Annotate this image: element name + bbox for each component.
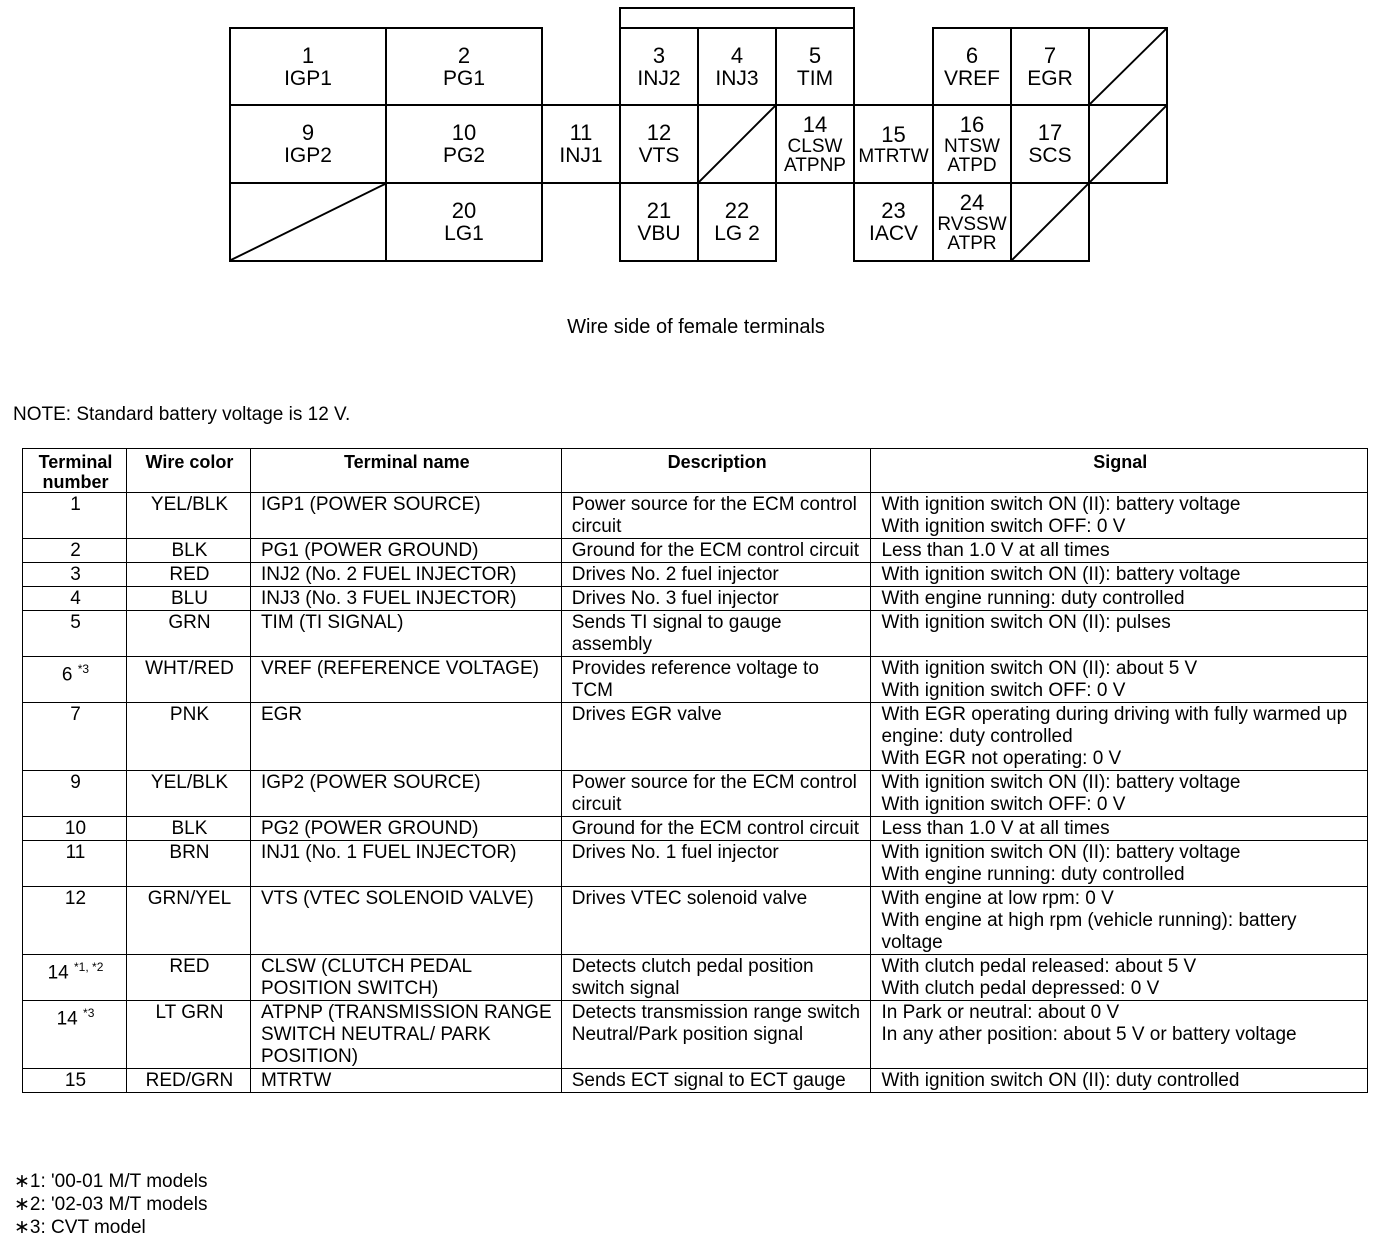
table-row bbox=[23, 955, 1368, 1001]
terminal-label: EGR bbox=[1027, 66, 1073, 90]
terminal-name-cell-text: INJ2 (No. 2 FUEL INJECTOR) bbox=[260, 564, 517, 585]
terminal-16 bbox=[932, 104, 1012, 184]
terminal-label: INJ1 bbox=[559, 144, 603, 167]
description-cell bbox=[561, 539, 871, 563]
terminal-number-cell bbox=[23, 493, 127, 539]
terminal-label: SCS bbox=[1028, 144, 1072, 167]
terminal-number-cell-text: 5 bbox=[70, 612, 81, 633]
terminal-10 bbox=[385, 104, 543, 184]
table-row bbox=[23, 493, 1368, 539]
terminal-number-cell-text: 2 bbox=[70, 540, 81, 561]
terminal-5 bbox=[775, 27, 855, 106]
terminal-23 bbox=[853, 182, 934, 262]
signal-cell bbox=[871, 539, 1368, 563]
description-cell-text: Provides reference voltage to TCM bbox=[571, 658, 819, 701]
signal-cell-text: With engine running: duty controlled bbox=[881, 588, 1185, 609]
terminal-label: LG1 bbox=[444, 222, 484, 245]
terminal-number: 2 bbox=[457, 42, 471, 68]
terminal-number-cell bbox=[23, 587, 127, 611]
terminal-6 bbox=[932, 27, 1012, 106]
terminal-number-cell-text: 3 bbox=[70, 564, 81, 585]
description-cell-text: Sends ECT signal to ECT gauge bbox=[571, 1070, 846, 1091]
terminal-number-cell bbox=[23, 1001, 127, 1069]
signal-cell bbox=[871, 955, 1368, 1001]
footnote: ∗3: CVT model bbox=[14, 1217, 146, 1238]
terminal-21 bbox=[619, 182, 699, 262]
wire-color-cell-text: PNK bbox=[169, 704, 209, 725]
terminal-12 bbox=[619, 104, 699, 184]
terminal-name-cell-text: PG2 (POWER GROUND) bbox=[260, 818, 479, 839]
footnote: ∗1: '00-01 M/T models bbox=[14, 1171, 208, 1192]
terminal-number: 6 bbox=[965, 42, 979, 68]
empty-cavity bbox=[229, 182, 387, 262]
terminal-number: 5 bbox=[808, 42, 822, 68]
description-cell-text: Drives No. 3 fuel injector bbox=[571, 588, 779, 609]
signal-cell-text: With EGR operating during driving with fully warmed up engine: duty controlled With EGR not operating: 0 V bbox=[881, 704, 1348, 769]
footnotes bbox=[14, 1170, 207, 1239]
wire-color-cell-text: BLU bbox=[170, 588, 208, 609]
description-cell-text: Drives VTEC solenoid valve bbox=[571, 888, 808, 909]
terminal-number: 14 bbox=[802, 112, 828, 137]
terminal-number-cell-text: 10 bbox=[64, 818, 87, 839]
terminal-name-cell bbox=[250, 563, 561, 587]
terminal-number-cell-text: 12 bbox=[64, 888, 87, 909]
terminal-number: 11 bbox=[569, 120, 593, 145]
wire-color-cell-text: RED bbox=[169, 564, 210, 585]
signal-cell-text: With ignition switch ON (II): duty controlled bbox=[881, 1070, 1240, 1091]
terminal-label: RVSSW ATPR bbox=[937, 214, 1007, 254]
description-cell bbox=[561, 493, 871, 539]
terminal-number-cell bbox=[23, 611, 127, 657]
terminal-number: 16 bbox=[959, 112, 985, 137]
signal-cell-text: In Park or neutral: about 0 V In any ather position: about 5 V or battery voltage bbox=[881, 1002, 1297, 1045]
empty-cavity bbox=[1088, 104, 1168, 184]
terminal-20 bbox=[385, 182, 543, 262]
terminal-number-cell bbox=[23, 955, 127, 1001]
terminal-24 bbox=[932, 182, 1012, 262]
table-row bbox=[23, 817, 1368, 841]
description-cell bbox=[561, 703, 871, 771]
table-row bbox=[23, 703, 1368, 771]
terminal-number-cell-text: 15 bbox=[64, 1070, 87, 1091]
terminal-name-cell-text: VTS (VTEC SOLENOID VALVE) bbox=[260, 888, 534, 909]
battery-voltage-note: NOTE: Standard battery voltage is 12 V. bbox=[13, 404, 351, 425]
terminal-number: 12 bbox=[646, 120, 672, 145]
description-cell bbox=[561, 771, 871, 817]
terminal-name-cell-text: INJ3 (No. 3 FUEL INJECTOR) bbox=[260, 588, 517, 609]
signal-cell-text: With ignition switch ON (II): battery voltage With engine running: duty controlled bbox=[881, 842, 1241, 885]
terminal-number: 1 bbox=[301, 42, 315, 68]
wire-color-cell-text: RED/GRN bbox=[145, 1070, 234, 1091]
terminal-11 bbox=[541, 104, 621, 184]
wire-color-cell bbox=[126, 587, 250, 611]
signal-cell bbox=[871, 887, 1368, 955]
empty-cavity bbox=[697, 104, 777, 184]
signal-cell-text: With ignition switch ON (II): battery voltage With ignition switch OFF: 0 V bbox=[881, 772, 1241, 815]
wire-color-cell-text: BLK bbox=[171, 540, 208, 561]
wire-color-cell bbox=[126, 611, 250, 657]
terminal-name-cell-text: PG1 (POWER GROUND) bbox=[260, 540, 479, 561]
description-cell bbox=[561, 955, 871, 1001]
footnote-marker: *3 bbox=[83, 1006, 95, 1020]
terminal-label: MTRTW bbox=[858, 145, 929, 167]
terminal-3 bbox=[619, 27, 699, 106]
terminal-number-cell-text: 14 bbox=[47, 962, 69, 984]
table-row bbox=[23, 611, 1368, 657]
terminal-name-cell-text: EGR bbox=[260, 704, 303, 725]
signal-cell bbox=[871, 817, 1368, 841]
signal-cell bbox=[871, 657, 1368, 703]
terminal-name-cell bbox=[250, 955, 561, 1001]
wire-color-cell bbox=[126, 1001, 250, 1069]
terminal-number: 10 bbox=[451, 120, 477, 145]
description-cell bbox=[561, 1001, 871, 1069]
description-cell-text: Detects clutch pedal position switch signal bbox=[571, 956, 814, 999]
terminal-number-cell-text: 14 bbox=[56, 1008, 78, 1030]
terminal-number: 4 bbox=[730, 42, 744, 68]
signal-cell-text: With ignition switch ON (II): pulses bbox=[881, 612, 1171, 633]
footnote-marker: *3 bbox=[77, 662, 90, 676]
table-row bbox=[23, 539, 1368, 563]
terminal-name-cell-text: IGP2 (POWER SOURCE) bbox=[260, 772, 481, 793]
signal-cell bbox=[871, 563, 1368, 587]
table-header-row bbox=[23, 449, 1368, 493]
table-row bbox=[23, 887, 1368, 955]
signal-cell-text: With ignition switch ON (II): about 5 V With ignition switch OFF: 0 V bbox=[881, 658, 1198, 701]
wire-color-cell bbox=[126, 563, 250, 587]
terminal-name-cell bbox=[250, 1001, 561, 1069]
terminal-number-cell-text: 9 bbox=[70, 772, 81, 793]
wire-color-cell-text: BLK bbox=[171, 818, 208, 839]
signal-cell-text: Less than 1.0 V at all times bbox=[881, 818, 1110, 839]
terminal-1 bbox=[229, 27, 387, 106]
terminal-name-cell bbox=[250, 493, 561, 539]
signal-cell-text: With ignition switch ON (II): battery voltage bbox=[881, 564, 1241, 585]
table-row bbox=[23, 657, 1368, 703]
terminal-name-cell-text: IGP1 (POWER SOURCE) bbox=[260, 494, 481, 515]
signal-cell bbox=[871, 1001, 1368, 1069]
description-cell-text: Drives EGR valve bbox=[571, 704, 722, 725]
signal-cell bbox=[871, 841, 1368, 887]
table-row bbox=[23, 1001, 1368, 1069]
terminal-label: INJ2 bbox=[637, 66, 681, 90]
terminal-number-cell bbox=[23, 771, 127, 817]
wire-color-cell-text: RED bbox=[169, 956, 210, 977]
empty-cavity bbox=[1010, 182, 1090, 262]
terminal-number-cell-text: 4 bbox=[70, 588, 81, 609]
wire-color-cell-text: WHT/RED bbox=[145, 658, 234, 679]
terminal-name-cell bbox=[250, 887, 561, 955]
description-cell-text: Ground for the ECM control circuit bbox=[571, 818, 859, 839]
terminal-name-cell-text: VREF (REFERENCE VOLTAGE) bbox=[260, 658, 539, 679]
terminal-name-cell bbox=[250, 841, 561, 887]
wire-color-cell bbox=[126, 539, 250, 563]
terminal-number: 9 bbox=[301, 120, 315, 145]
table-row bbox=[23, 841, 1368, 887]
signal-cell bbox=[871, 703, 1368, 771]
wire-color-cell-text: BRN bbox=[169, 842, 210, 863]
terminal-name-cell bbox=[250, 771, 561, 817]
terminal-label: IGP2 bbox=[284, 144, 332, 167]
diagram-caption: Wire side of female terminals bbox=[567, 316, 825, 338]
terminal-label: IACV bbox=[868, 222, 918, 245]
terminal-name-cell-text: TIM (TI SIGNAL) bbox=[260, 612, 404, 633]
wire-color-cell-text: GRN bbox=[168, 612, 211, 633]
terminal-label: VBU bbox=[637, 222, 681, 245]
terminal-number: 17 bbox=[1037, 120, 1063, 145]
terminal-table bbox=[22, 448, 1368, 1093]
terminal-number: 20 bbox=[451, 198, 477, 223]
terminal-name-cell-text: CLSW (CLUTCH PEDAL POSITION SWITCH) bbox=[260, 956, 472, 999]
terminal-number-cell bbox=[23, 887, 127, 955]
terminal-label: INJ3 bbox=[715, 66, 759, 90]
description-cell-text: Drives No. 1 fuel injector bbox=[571, 842, 779, 863]
terminal-number-cell bbox=[23, 817, 127, 841]
terminal-number: 22 bbox=[724, 198, 750, 223]
terminal-number-cell bbox=[23, 657, 127, 703]
terminal-7 bbox=[1010, 27, 1090, 106]
wire-color-cell bbox=[126, 657, 250, 703]
description-cell-text: Power source for the ECM control circuit bbox=[571, 772, 857, 815]
wire-color-cell bbox=[126, 703, 250, 771]
wire-color-cell-text: YEL/BLK bbox=[150, 772, 229, 793]
table-row bbox=[23, 1069, 1368, 1093]
signal-cell bbox=[871, 493, 1368, 539]
table-row bbox=[23, 771, 1368, 817]
terminal-number: 7 bbox=[1043, 42, 1057, 68]
terminal-number-cell bbox=[23, 703, 127, 771]
terminal-name-cell bbox=[250, 587, 561, 611]
table-row bbox=[23, 587, 1368, 611]
terminal-9 bbox=[229, 104, 387, 184]
signal-cell bbox=[871, 1069, 1368, 1093]
wire-color-cell-text: LT GRN bbox=[155, 1002, 224, 1023]
wire-color-cell bbox=[126, 841, 250, 887]
signal-cell bbox=[871, 611, 1368, 657]
terminal-label: TIM bbox=[796, 66, 834, 90]
terminal-14 bbox=[775, 104, 855, 184]
header-description: Description bbox=[561, 449, 871, 493]
description-cell bbox=[561, 587, 871, 611]
terminal-4 bbox=[697, 27, 777, 106]
terminal-label: VTS bbox=[638, 144, 680, 167]
wire-color-cell bbox=[126, 493, 250, 539]
terminal-name-cell bbox=[250, 611, 561, 657]
signal-cell bbox=[871, 771, 1368, 817]
terminal-name-cell bbox=[250, 1069, 561, 1093]
signal-cell-text: With ignition switch ON (II): battery voltage With ignition switch OFF: 0 V bbox=[881, 494, 1241, 537]
terminal-2 bbox=[385, 27, 543, 106]
description-cell bbox=[561, 1069, 871, 1093]
description-cell-text: Drives No. 2 fuel injector bbox=[571, 564, 779, 585]
terminal-22 bbox=[697, 182, 777, 262]
header-signal: Signal bbox=[871, 449, 1368, 493]
connector-diagram bbox=[0, 0, 1392, 270]
terminal-label: CLSW ATPNP bbox=[784, 136, 846, 176]
footnote: ∗2: '02-03 M/T models bbox=[14, 1194, 208, 1215]
terminal-label: LG 2 bbox=[714, 222, 760, 245]
terminal-number: 3 bbox=[652, 42, 666, 68]
terminal-label: PG2 bbox=[442, 144, 486, 167]
terminal-label: VREF bbox=[943, 66, 1000, 90]
signal-cell bbox=[871, 587, 1368, 611]
signal-cell-text: With clutch pedal released: about 5 V With clutch pedal depressed: 0 V bbox=[881, 956, 1197, 999]
terminal-number-cell bbox=[23, 563, 127, 587]
description-cell bbox=[561, 841, 871, 887]
terminal-15 bbox=[853, 104, 934, 184]
terminal-number-cell bbox=[23, 841, 127, 887]
terminal-label: PG1 bbox=[442, 66, 486, 90]
terminal-number: 24 bbox=[959, 190, 985, 215]
terminal-17 bbox=[1010, 104, 1090, 184]
terminal-name-cell-text: INJ1 (No. 1 FUEL INJECTOR) bbox=[260, 842, 517, 863]
header-terminal-name: Terminal name bbox=[250, 449, 561, 493]
description-cell bbox=[561, 611, 871, 657]
description-cell bbox=[561, 817, 871, 841]
wire-color-cell-text: GRN/YEL bbox=[147, 888, 232, 909]
description-cell-text: Sends TI signal to gauge assembly bbox=[571, 612, 782, 655]
wire-color-cell bbox=[126, 771, 250, 817]
description-cell-text: Detects transmission range switch Neutral/Park position signal bbox=[571, 1002, 861, 1045]
empty-cavity bbox=[1088, 27, 1168, 106]
table-row bbox=[23, 563, 1368, 587]
wire-color-cell bbox=[126, 1069, 250, 1093]
wire-color-cell bbox=[126, 955, 250, 1001]
header-terminal-number: Terminal number bbox=[23, 449, 127, 493]
signal-cell-text: With engine at low rpm: 0 V With engine at high rpm (vehicle running): battery voltage bbox=[881, 888, 1297, 953]
header-wire-color: Wire color bbox=[126, 449, 250, 493]
signal-cell-text: Less than 1.0 V at all times bbox=[881, 540, 1110, 561]
terminal-name-cell bbox=[250, 539, 561, 563]
terminal-number-cell bbox=[23, 539, 127, 563]
table-body bbox=[23, 493, 1368, 1093]
terminal-number-cell-text: 1 bbox=[70, 494, 81, 515]
description-cell-text: Ground for the ECM control circuit bbox=[571, 540, 859, 561]
terminal-name-cell bbox=[250, 817, 561, 841]
terminal-number-cell-text: 11 bbox=[65, 842, 86, 863]
footnote-marker: *1, *2 bbox=[74, 960, 104, 974]
terminal-number-cell-text: 6 bbox=[61, 664, 73, 686]
terminal-name-cell bbox=[250, 657, 561, 703]
description-cell bbox=[561, 657, 871, 703]
terminal-name-cell-text: ATPNP (TRANSMISSION RANGE SWITCH NEUTRAL/ PARK POSITION) bbox=[260, 1002, 552, 1067]
terminal-number: 23 bbox=[881, 198, 906, 223]
wire-color-cell bbox=[126, 887, 250, 955]
terminal-number: 15 bbox=[881, 121, 906, 147]
terminal-label: IGP1 bbox=[284, 66, 332, 90]
terminal-number: 21 bbox=[646, 198, 672, 223]
terminal-label: NTSW ATPD bbox=[944, 136, 1000, 176]
terminal-name-cell bbox=[250, 703, 561, 771]
wire-color-cell-text: YEL/BLK bbox=[150, 494, 229, 515]
terminal-name-cell-text: MTRTW bbox=[260, 1070, 332, 1091]
terminal-number-cell bbox=[23, 1069, 127, 1093]
description-cell bbox=[561, 887, 871, 955]
description-cell bbox=[561, 563, 871, 587]
description-cell-text: Power source for the ECM control circuit bbox=[571, 494, 857, 537]
terminal-number-cell-text: 7 bbox=[70, 704, 81, 725]
wire-color-cell bbox=[126, 817, 250, 841]
